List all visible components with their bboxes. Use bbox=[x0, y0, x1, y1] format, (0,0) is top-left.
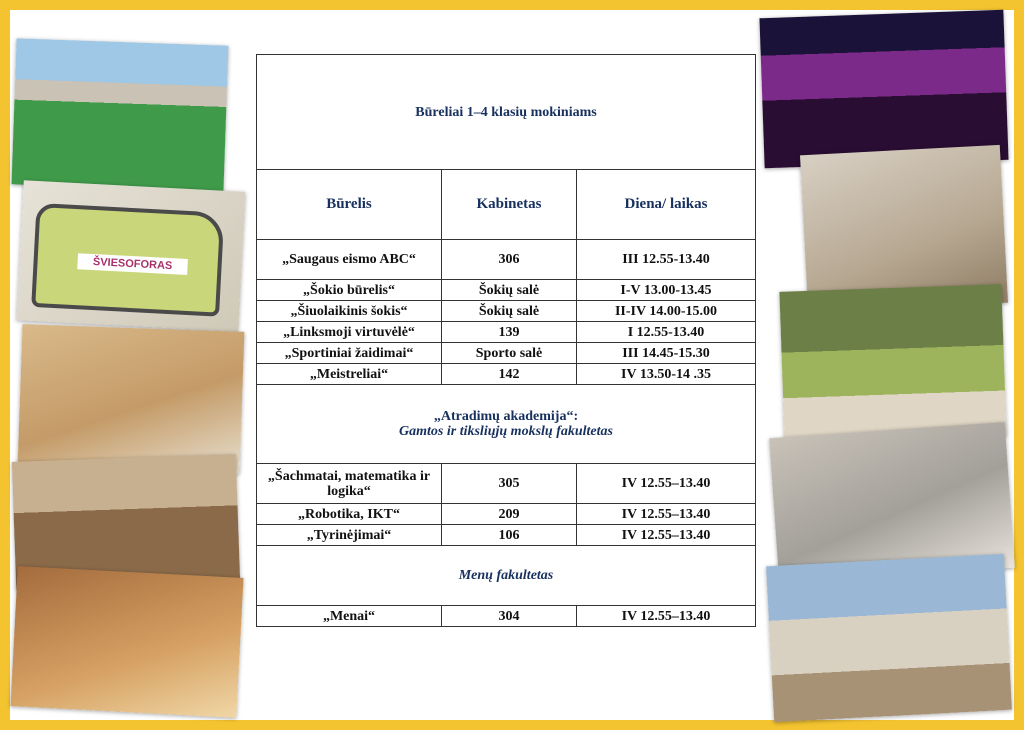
header-time: Diena/ laikas bbox=[577, 170, 756, 240]
header-club: Būrelis bbox=[257, 170, 442, 240]
table-row bbox=[257, 525, 756, 546]
photo-classroom-experiments bbox=[779, 284, 1006, 444]
club-time: I-V 13.00-13.45 bbox=[577, 280, 756, 301]
club-name: „Tyrinėjimai“ bbox=[257, 525, 442, 546]
club-room: 304 bbox=[442, 606, 577, 627]
section-subtitle: Gamtos ir tiksliųjų mokslų fakultetas bbox=[399, 424, 613, 439]
page-title: Būreliai 1–4 klasių mokiniams bbox=[257, 55, 756, 170]
club-room: 306 bbox=[442, 240, 577, 280]
club-time: I 12.55-13.40 bbox=[577, 322, 756, 343]
photo-microscope-class bbox=[766, 554, 1012, 722]
club-room: Šokių salė bbox=[442, 301, 577, 322]
club-time: IV 12.55–13.40 bbox=[577, 606, 756, 627]
photo-sports-field bbox=[12, 38, 229, 191]
club-name: „Saugaus eismo ABC“ bbox=[257, 240, 442, 280]
table-row bbox=[257, 364, 756, 385]
club-room: 139 bbox=[442, 322, 577, 343]
table-row bbox=[257, 301, 756, 322]
section-title: „Atradimų akademija“: bbox=[433, 409, 579, 424]
club-time: III 14.45-15.30 bbox=[577, 343, 756, 364]
photo-floor-painting bbox=[18, 324, 245, 474]
club-room: 142 bbox=[442, 364, 577, 385]
club-name: „Šiuolaikinis šokis“ bbox=[257, 301, 442, 322]
club-name: „Meistreliai“ bbox=[257, 364, 442, 385]
table-row bbox=[257, 240, 756, 280]
club-time: IV 12.55–13.40 bbox=[577, 464, 756, 504]
photo-craft-class bbox=[10, 566, 243, 718]
table-row bbox=[257, 322, 756, 343]
club-room: 106 bbox=[442, 525, 577, 546]
club-name: „Šachmatai, matematika ir logika“ bbox=[257, 464, 442, 504]
section-heading bbox=[257, 385, 756, 464]
table-row bbox=[257, 280, 756, 301]
club-room: 209 bbox=[442, 504, 577, 525]
section-row bbox=[257, 546, 756, 606]
club-room: Šokių salė bbox=[442, 280, 577, 301]
header-room: Kabinetas bbox=[442, 170, 577, 240]
club-room: Sporto salė bbox=[442, 343, 577, 364]
table-row bbox=[257, 343, 756, 364]
club-time: IV 12.55–13.40 bbox=[577, 504, 756, 525]
club-name: „Robotika, IKT“ bbox=[257, 504, 442, 525]
club-name: „Sportiniai žaidimai“ bbox=[257, 343, 442, 364]
club-name: „Linksmoji virtuvėlė“ bbox=[257, 322, 442, 343]
table-row bbox=[257, 504, 756, 525]
club-room: 305 bbox=[442, 464, 577, 504]
schedule-table bbox=[256, 54, 756, 627]
section-row bbox=[257, 385, 756, 464]
club-name: „Šokio būrelis“ bbox=[257, 280, 442, 301]
bus-sign: ŠVIESOFORAS bbox=[77, 253, 188, 275]
bus-illustration bbox=[31, 203, 224, 317]
club-time: IV 12.55–13.40 bbox=[577, 525, 756, 546]
photo-bus-poster bbox=[16, 180, 245, 331]
table-row bbox=[257, 606, 756, 627]
club-name: „Menai“ bbox=[257, 606, 442, 627]
photo-stage-dance bbox=[759, 10, 1008, 168]
section-subtitle: Menų fakultetas bbox=[257, 546, 756, 606]
club-time: III 12.55-13.40 bbox=[577, 240, 756, 280]
table-row bbox=[257, 464, 756, 504]
club-time: II-IV 14.00-15.00 bbox=[577, 301, 756, 322]
club-time: IV 13.50-14 .35 bbox=[577, 364, 756, 385]
